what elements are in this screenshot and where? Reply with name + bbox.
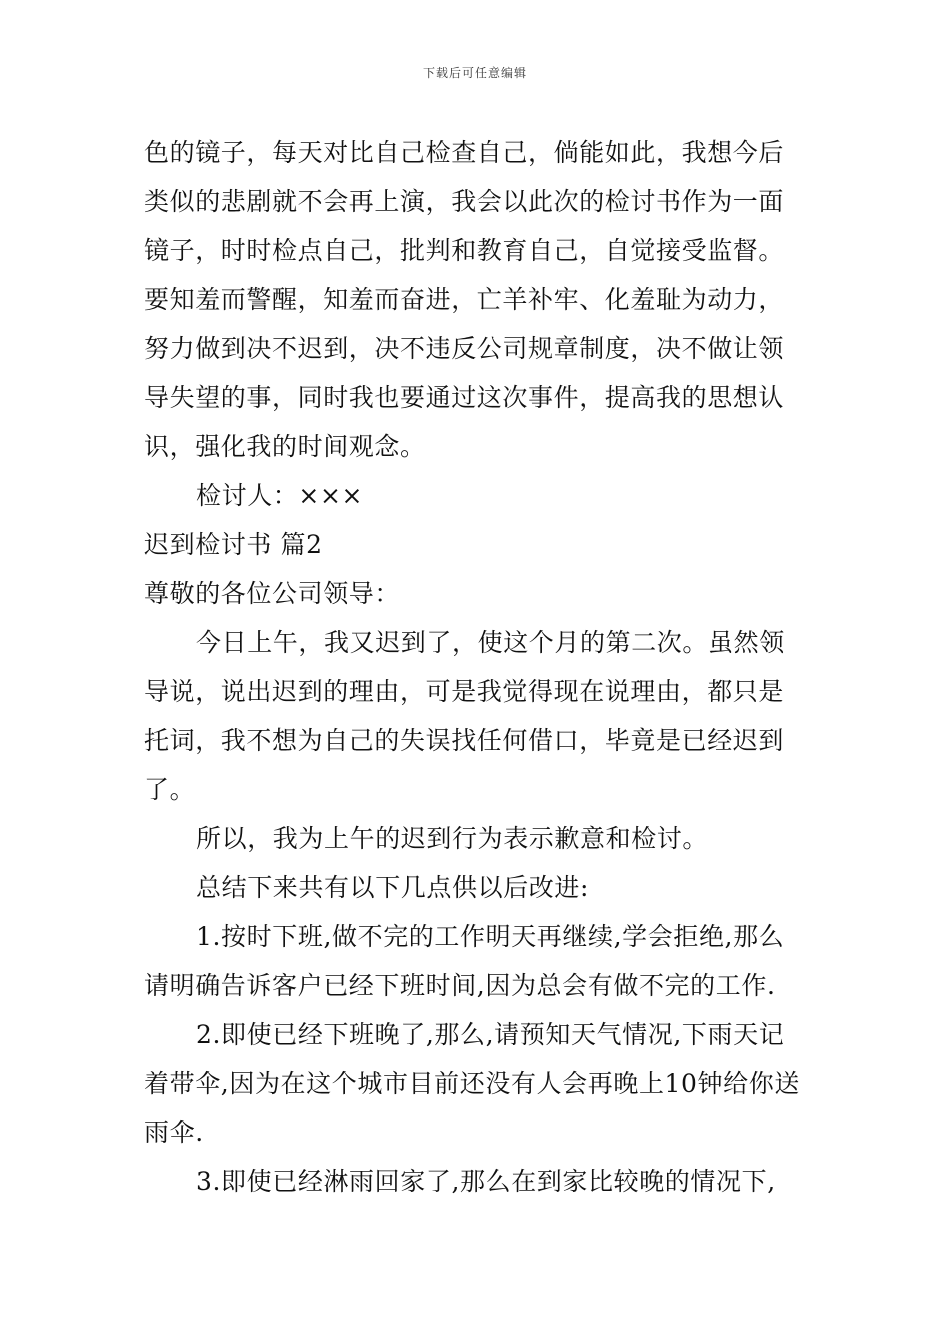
text-line: 镜子，时时检点自己，批判和教育自己，自觉接受监督。 bbox=[144, 236, 785, 265]
page-header: 下载后可任意编辑 bbox=[422, 66, 527, 80]
list-item: 3.即使已经淋雨回家了,那么在到家比较晚的情况下, bbox=[196, 1167, 776, 1196]
text-line: 了。 bbox=[144, 775, 196, 804]
document-body bbox=[144, 128, 810, 1206]
text-line: 导说，说出迟到的理由，可是我觉得现在说理由，都只是 bbox=[144, 677, 785, 706]
text-line: 努力做到决不迟到，决不违反公司规章制度，决不做让领 bbox=[144, 334, 785, 363]
salutation: 尊敬的各位公司领导： bbox=[144, 579, 401, 608]
text-line: 导失望的事，同时我也要通过这次事件，提高我的思想认 bbox=[144, 383, 785, 412]
list-item: 2.即使已经下班晚了,那么,请预知天气情况,下雨天记 bbox=[196, 1020, 785, 1049]
section-title: 迟到检讨书 篇2 bbox=[144, 530, 323, 559]
list-item: 1.按时下班,做不完的工作明天再继续,学会拒绝,那么 bbox=[196, 922, 785, 951]
list-item-continuation: 请明确告诉客户已经下班时间,因为总会有做不完的工作. bbox=[144, 971, 776, 1000]
text-line: 所以，我为上午的迟到行为表示歉意和检讨。 bbox=[196, 824, 709, 853]
text-line: 要知羞而警醒，知羞而奋进，亡羊补牢、化羞耻为动力， bbox=[144, 285, 785, 314]
text-line: 识，强化我的时间观念。 bbox=[144, 432, 426, 461]
text-line: 总结下来共有以下几点供以后改进: bbox=[196, 873, 590, 902]
text-line: 托词，我不想为自己的失误找任何借口，毕竟是已经迟到 bbox=[144, 726, 785, 755]
text-line: 色的镜子，每天对比自己检查自己，倘能如此，我想今后 bbox=[144, 138, 785, 167]
list-item-continuation: 着带伞,因为在这个城市目前还没有人会再晚上10钟给你送 bbox=[144, 1069, 800, 1098]
list-item-continuation: 雨伞. bbox=[144, 1118, 204, 1147]
signature-line: 检讨人：××× bbox=[196, 481, 364, 510]
text-line: 今日上午，我又迟到了，使这个月的第二次。虽然领 bbox=[196, 628, 785, 657]
text-line: 类似的悲剧就不会再上演，我会以此次的检讨书作为一面 bbox=[144, 187, 785, 216]
